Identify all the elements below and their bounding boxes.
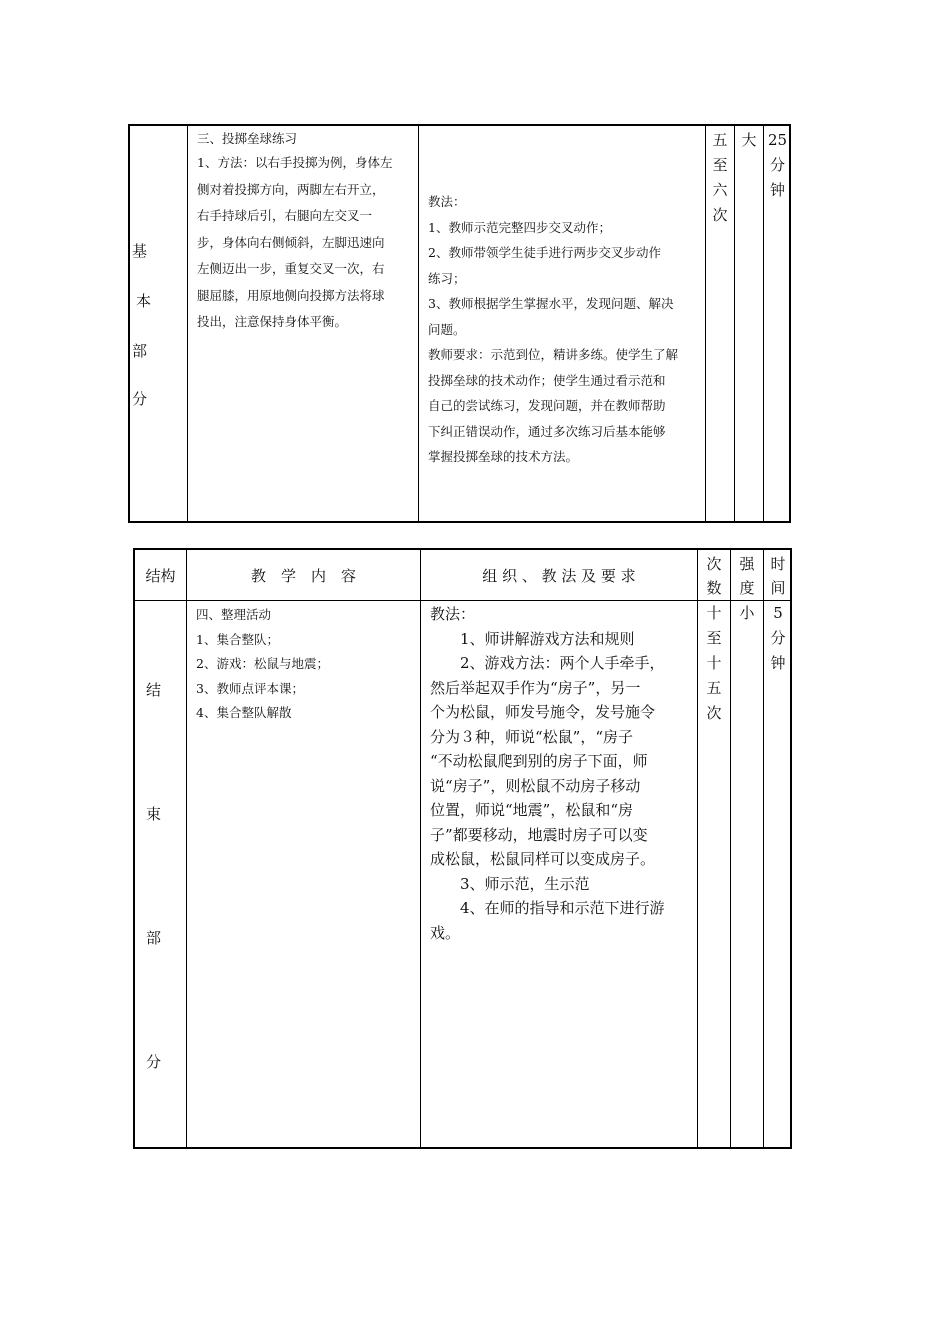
times-char: 五 [712,131,728,149]
method-column [418,126,705,521]
header-times-char: 数 [706,578,722,597]
times-char: 次 [712,206,728,224]
header-structure: 结构 [145,567,176,585]
content-line: 腿屈膝，用原地侧向投掷方法将球 [197,287,385,303]
method-line: 教师要求：示范到位，精讲多练。使学生了解 [428,347,679,362]
method-line: 掌握投掷垒球的技术方法。 [428,449,579,464]
method-line: 下纠正错误动作，通过多次练习后基本能够 [428,423,666,439]
content-line: 1、集合整队； [196,631,279,647]
method-line: 投掷垒球的技术动作；使学生通过看示范和 [428,372,666,388]
intensity-value: 大 [741,131,757,149]
header-method: 组 织 、 教 法 及 要 求 [420,550,697,601]
header-intensity-char: 度 [739,578,755,597]
duration-column [763,126,791,521]
intensity-column [730,601,763,1147]
duration-value [764,601,792,676]
times-value [698,601,730,726]
content-line: 1、方法：以右手投掷为例，身体左 [197,155,393,170]
method-line: 1、师讲解游戏方法和规则 [460,629,635,648]
content-line: 三、投掷垒球练习 [197,131,298,146]
times-char: 十 [706,654,722,672]
structure-column [135,601,186,1147]
method-line: 1、教师示范完整四步交叉动作； [428,219,611,235]
section-char: 束 [146,805,162,823]
content-text [197,128,418,336]
section-char: 基 [132,242,148,260]
content-column [187,126,418,521]
header-duration-char: 时 [770,554,786,573]
header-times-char: 次 [706,554,722,573]
section-char: 部 [146,929,162,947]
header-times [697,550,730,601]
duration-char: 5 [773,604,783,622]
content-column [186,601,420,1147]
duration-char: 钟 [770,654,786,672]
method-line: 3、教师根据学生掌握水平，发现问题、解决 [428,296,674,311]
method-line: “不动松鼠爬到别的房子下面，师 [430,752,648,770]
header-intensity-char: 强 [739,554,755,573]
times-char: 次 [706,704,722,722]
method-line: 子”都要移动，地震时房子可以变 [430,825,648,844]
section-char: 结 [146,681,162,699]
method-line: 位置，师说“地震”，松鼠和“房 [430,801,634,819]
duration-char: 25 [767,131,788,149]
times-value [706,128,734,228]
times-char: 六 [712,181,728,199]
lesson-table-ending-part [133,548,792,1149]
content-line: 2、游戏：松鼠与地震； [196,656,329,671]
times-column [705,126,734,521]
lesson-table-main-part [128,124,791,523]
duration-char: 钟 [769,181,785,199]
content-line: 步，身体向右侧倾斜，左脚迅速向 [197,234,385,250]
content-line: 3、教师点评本课； [196,680,304,696]
content-text [196,603,420,726]
content-line: 侧对着投掷方向，两脚左右开立， [197,181,385,197]
method-line: 然后举起双手作为“房子”，另一 [430,678,641,697]
method-line: 自己的尝试练习，发现问题，并在教师帮助 [428,398,666,413]
method-line: 说“房子”，则松鼠不动房子移动 [430,776,641,795]
method-text [430,602,697,945]
method-line: 问题。 [428,321,466,337]
content-line: 投出，注意保持身体平衡。 [197,314,348,329]
structure-column [130,126,187,521]
times-char: 至 [706,629,722,647]
duration-char: 分 [770,629,786,647]
method-line: 4、在师的指导和示范下进行游 [460,899,665,917]
intensity-column [734,126,763,521]
method-line: 3、师示范，生示范 [460,874,590,893]
content-line: 左侧迈出一步，重复交叉一次，右 [197,261,385,276]
section-char: 本 [136,292,152,310]
header-content: 教 学 内 容 [186,550,420,601]
header-duration-char: 间 [770,578,786,597]
section-char: 分 [146,1053,162,1071]
times-char: 五 [706,679,722,697]
duration-char: 分 [769,156,785,174]
method-text [428,189,705,470]
content-line: 右手持球后引，右腿向左交叉一 [197,208,373,223]
header-intensity [730,550,763,601]
intensity-value: 小 [739,604,755,622]
method-line: 2、游戏方法：两个人手牵手， [460,654,665,672]
duration-value [764,128,791,203]
method-line: 练习； [428,270,466,286]
table-header-row [135,550,790,601]
content-line: 4、集合整队解散 [196,705,292,720]
duration-column [763,601,792,1147]
times-column [697,601,730,1147]
times-char: 至 [712,156,728,174]
header-duration [763,550,792,601]
method-line: 个为松鼠，师发号施令，发号施令 [430,703,656,721]
method-line: 成松鼠，松鼠同样可以变成房子。 [430,850,656,868]
times-char: 十 [706,604,722,622]
method-line: 分为３种，师说“松鼠”，“房子 [430,727,634,746]
method-line: 教法： [428,194,466,209]
method-line: 教法： [430,605,476,623]
section-char: 分 [132,390,148,408]
content-line: 四、整理活动 [196,607,272,622]
method-column [420,601,697,1147]
section-char: 部 [132,342,148,360]
method-line: 2、教师带领学生徒手进行两步交叉步动作 [428,245,661,260]
method-line: 戏。 [430,923,461,942]
